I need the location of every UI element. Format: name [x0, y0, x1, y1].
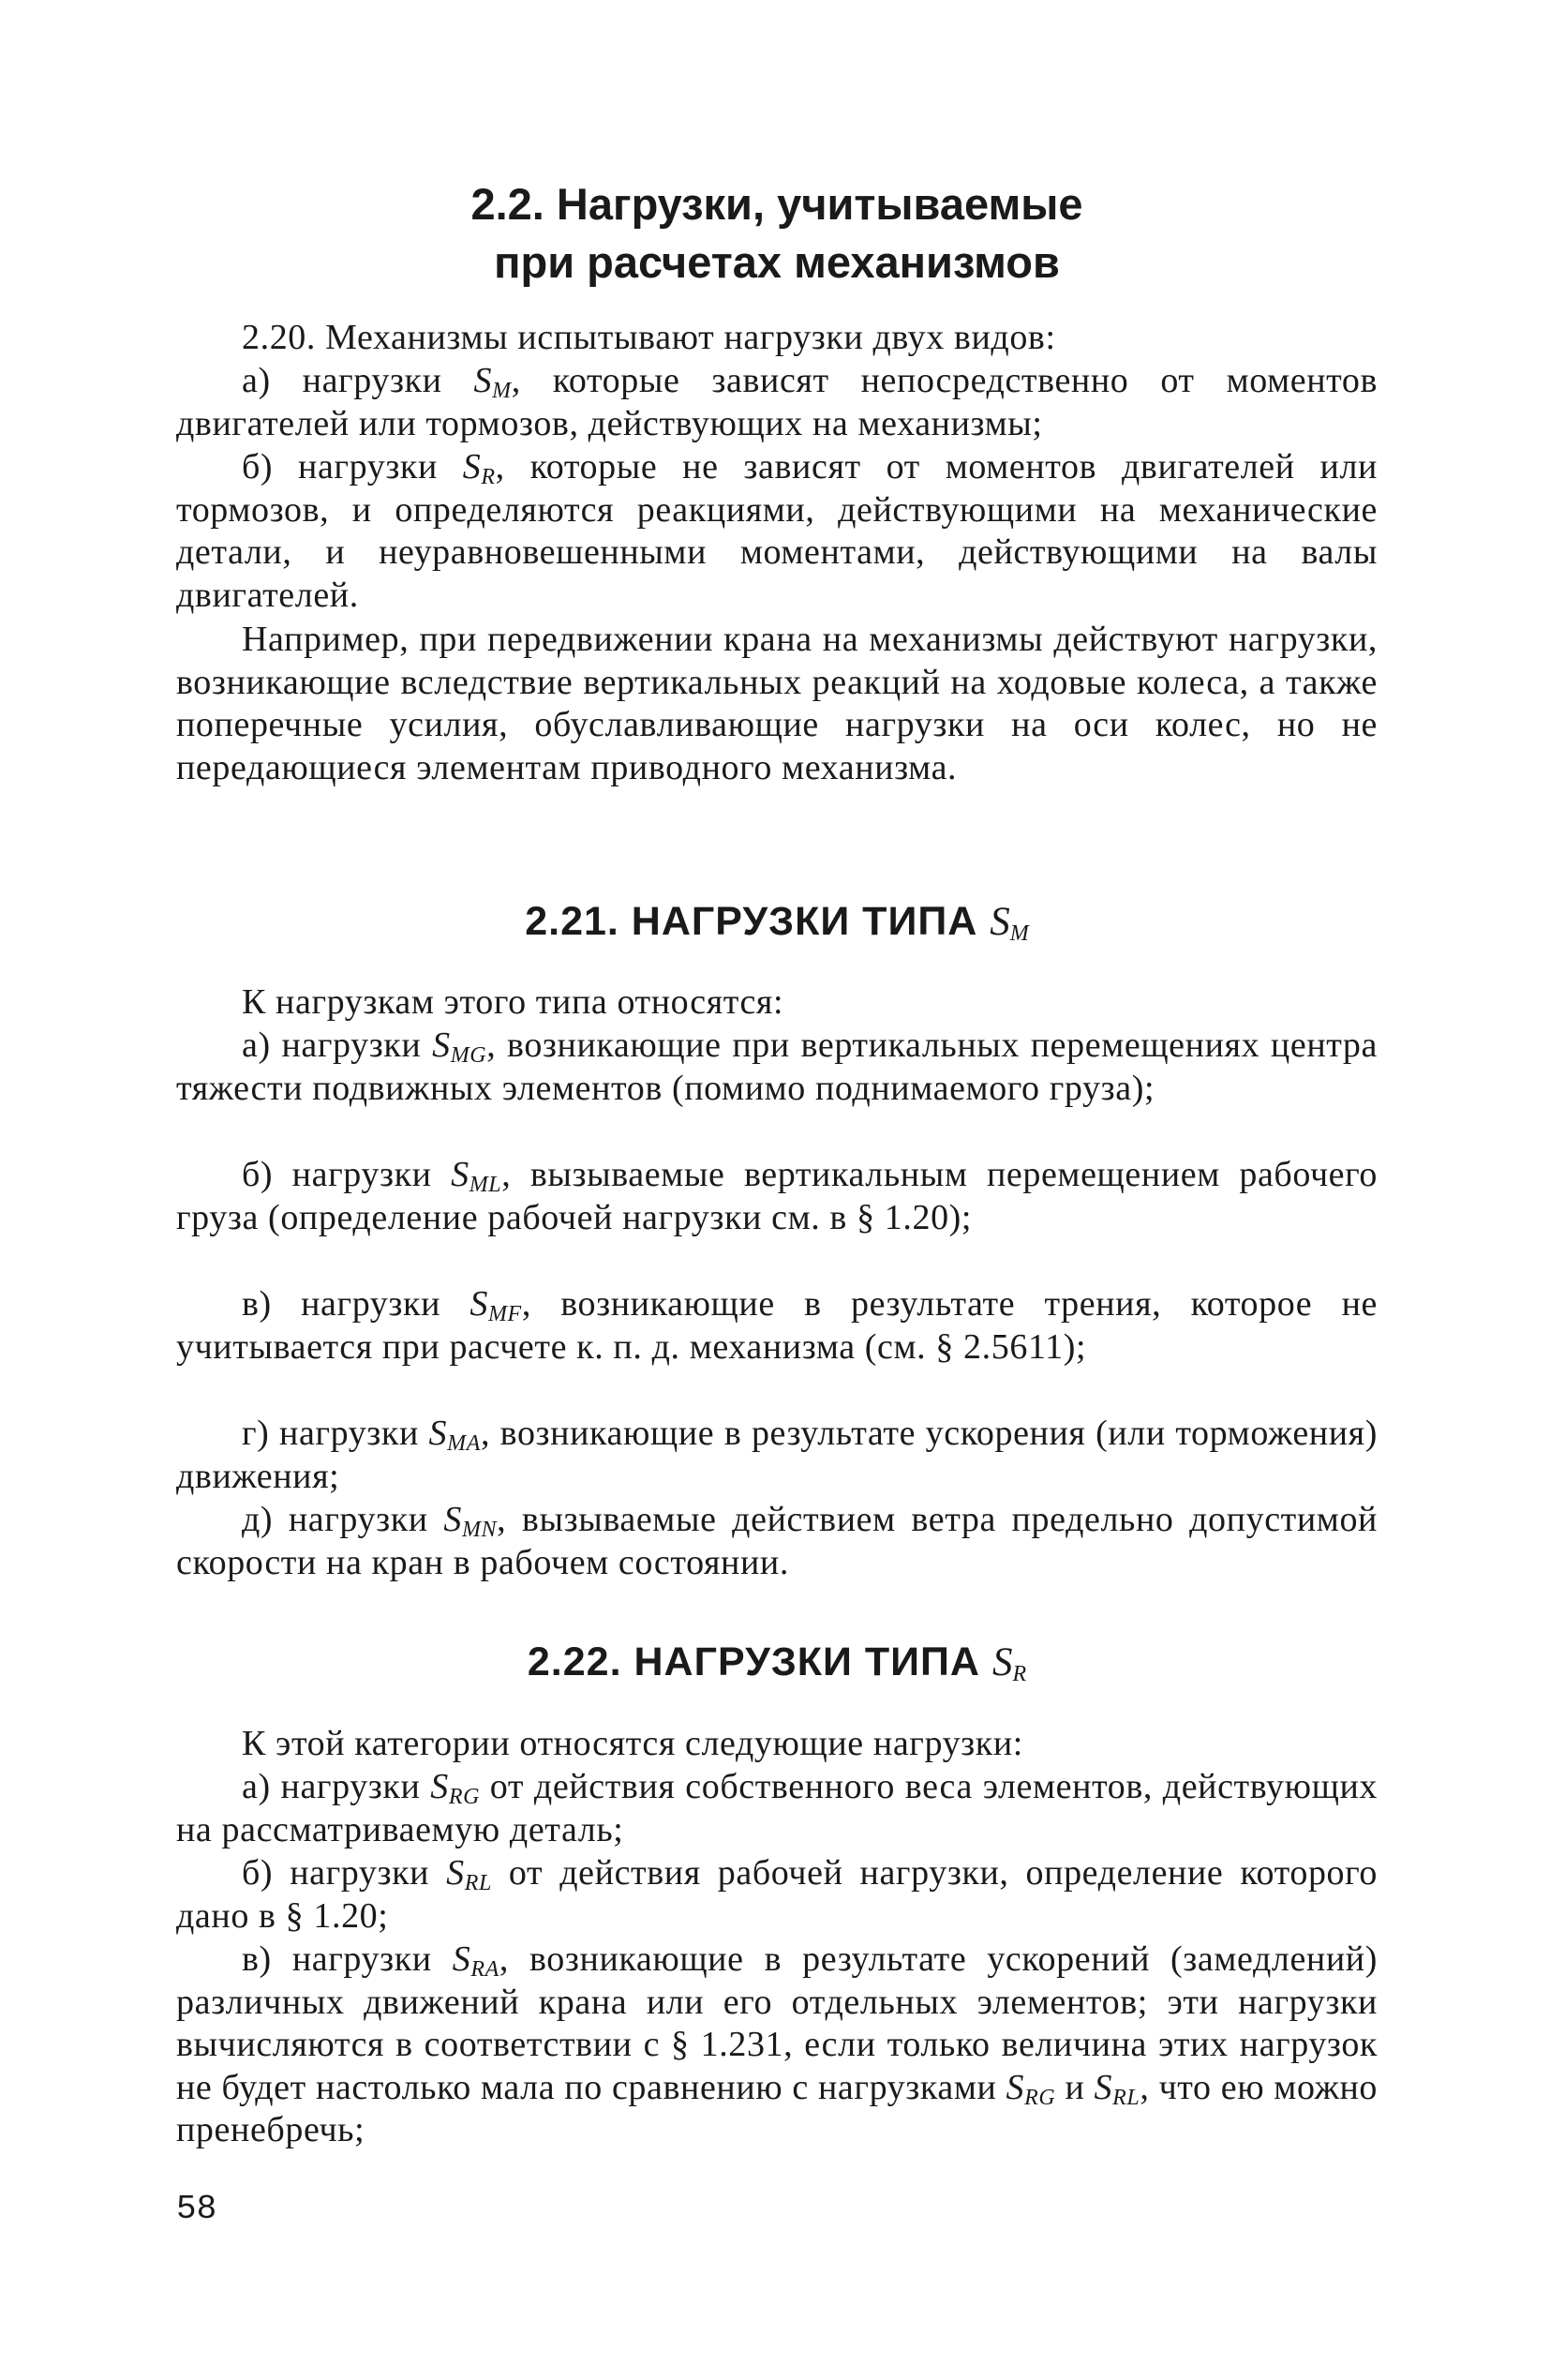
paragraph-2-22-intro: К этой категории относятся следующие нагрузки: [242, 1724, 1023, 1763]
paragraph-2-20-example: Например, при передвижении крана на механизмы действуют нагрузки, возникающие вследствие вертикальных реакций на ходовые колеса, а также поперечные усилия, обуславливающие нагрузки на оси колес, но не передающиеся элементам приводного механизма. [176, 620, 1378, 787]
symbol-s-r-heading: $S_R$ [991, 1640, 1027, 1686]
heading-2-22: 2.22. НАГРУЗКИ ТИПА $S_R$ [527, 1639, 1027, 1686]
symbol-s-rl-inline: $S_{RL}$ [1094, 2067, 1140, 2110]
symbol-s-rg: $S_{RG}$ [430, 1767, 481, 1809]
paragraph-2-22-b: б) нагрузки $S_{RL}$ от действия рабочей нагрузки, определение которого дано в § 1.20; [176, 1853, 1378, 1936]
paragraph-2-21-b: б) нагрузки $S_{ML}$, вызываемые вертикальным перемещением рабочего груза (определение рабочей нагрузки см. в § 1.20); [176, 1155, 1378, 1237]
symbol-s-m-heading: $S_M$ [990, 900, 1029, 946]
section-title-line2: при расчетах механизмов [494, 237, 1060, 287]
symbol-s-mg: $S_{MG}$ [432, 1025, 487, 1068]
symbol-s-ml: $S_{ML}$ [451, 1155, 502, 1197]
paragraph-2-20-a: а) нагрузки $S_M$, которые зависят непосредственно от моментов двигателей или тормозов, действующих на механизмы; [176, 361, 1378, 443]
symbol-s-m: $S_M$ [473, 361, 512, 403]
paragraph-2-21-c: в) нагрузки $S_{MF}$, возникающие в результате трения, которое не учитывается при расчете к. п. д. механизма (см. § 2.5611); [176, 1284, 1378, 1367]
symbol-s-r: $S_R$ [462, 447, 496, 489]
paragraph-2-21-d: г) нагрузки $S_{MA}$, возникающие в результате ускорения (или торможения) движения; [176, 1414, 1378, 1496]
paragraph-2-20-intro: 2.20. Механизмы испытывают нагрузки двух видов: [242, 318, 1056, 357]
paragraph-2-21-a: а) нагрузки $S_{MG}$, возникающие при вертикальных перемещениях центра тяжести подвижных элементов (помимо поднимаемого груза); [176, 1025, 1378, 1108]
page-number: 58 [176, 2190, 217, 2228]
symbol-s-ra: $S_{RA}$ [452, 1939, 499, 1982]
paragraph-2-20-b: б) нагрузки $S_R$, которые не зависят от моментов двигателей или тормозов, и определяются реакциями, действующими на механические детали, и неуравновешенными моментами, действующими на валы двигателей. [176, 447, 1378, 615]
paragraph-2-22-c: в) нагрузки $S_{RA}$, возникающие в результате ускорений (замедлений) различных движений крана или его отдельных элементов; эти нагрузки вычисляются в соответствии с § 1.231, если только величина этих нагрузок не будет настолько мала по сравнению с нагрузками $S_{RG}$ и $S_{RL}$, что ею можно пренебречь; [176, 1939, 1378, 2150]
symbol-s-rl: $S_{RL}$ [446, 1853, 492, 1895]
symbol-s-ma: $S_{MA}$ [428, 1414, 481, 1456]
symbol-s-mn: $S_{MN}$ [443, 1500, 498, 1542]
paragraph-2-22-a: а) нагрузки $S_{RG}$ от действия собственного веса элементов, действующих на рассматриваемую деталь; [176, 1767, 1378, 1849]
symbol-s-mf: $S_{MF}$ [469, 1284, 522, 1326]
heading-2-21: 2.21. НАГРУЗКИ ТИПА $S_M$ [525, 899, 1029, 946]
paragraph-2-21-intro: К нагрузкам этого типа относятся: [242, 982, 784, 1022]
section-title-line1: 2.2. Нагрузки, учитываемые [470, 179, 1083, 229]
paragraph-2-21-e: д) нагрузки $S_{MN}$, вызываемые действием ветра предельно допустимой скорости на кран в рабочем состоянии. [176, 1500, 1378, 1582]
symbol-s-rg-inline: $S_{RG}$ [1006, 2067, 1056, 2110]
